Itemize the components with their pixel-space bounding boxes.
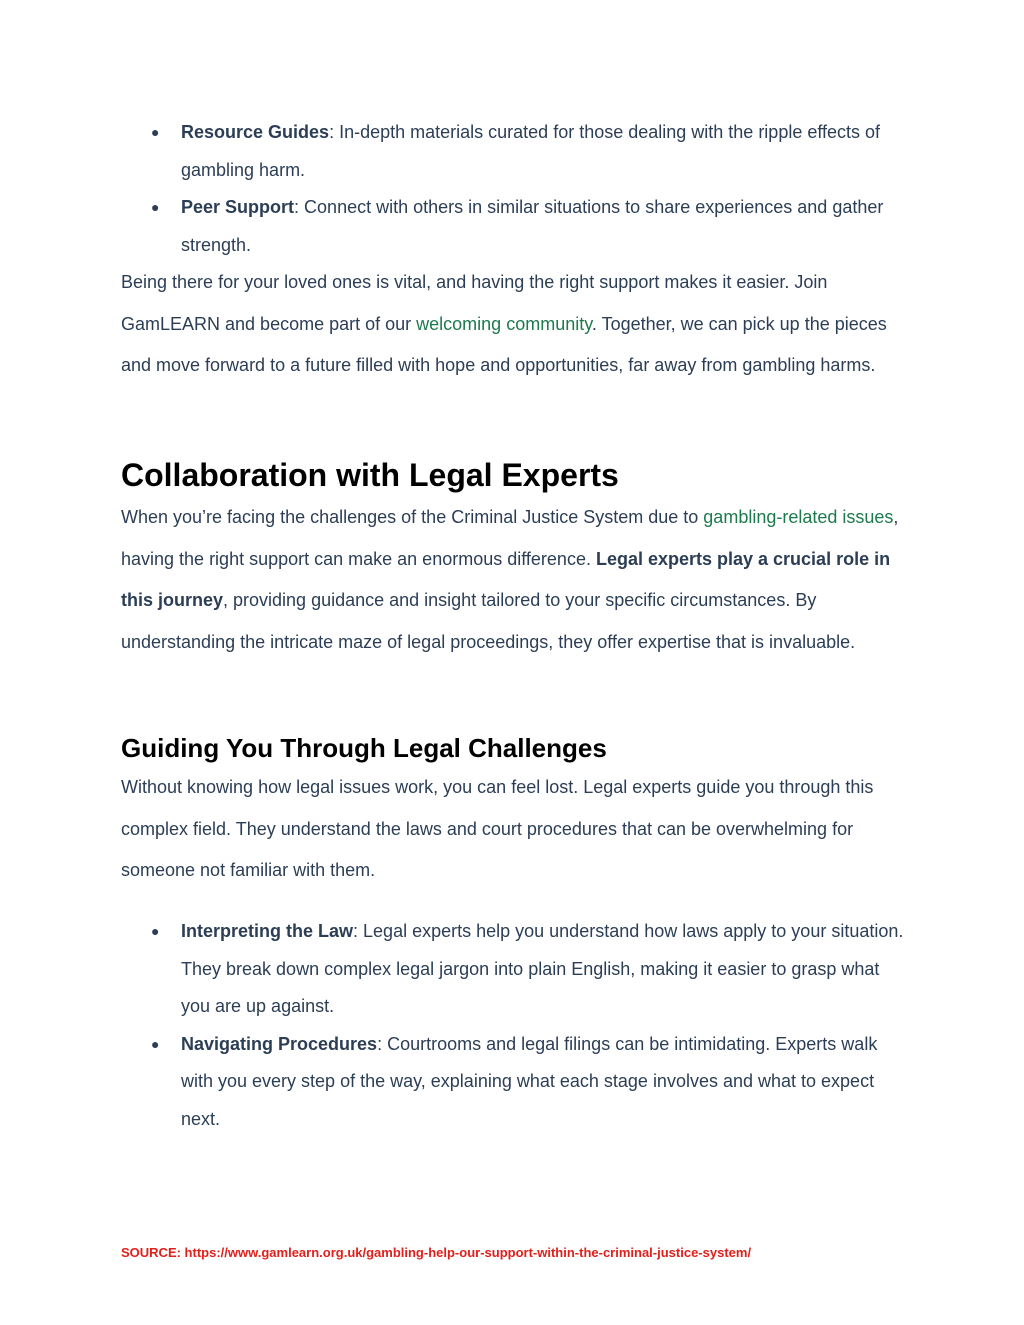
list-item: ● Resource Guides: In-depth materials curated for those dealing with the ripple effects of gambling harm. (121, 114, 911, 189)
gambling-related-issues-link[interactable]: gambling-related issues (703, 507, 894, 527)
source-link[interactable]: SOURCE: https://www.gamlearn.org.uk/gambling-help-our-support-within-the-criminal-justice-system/ (121, 1245, 752, 1260)
list-item-desc: Courtrooms and legal filings can be intimidating. Experts walk with you every step of the way, explaining what each stage involves and what to expect next. (181, 1033, 878, 1129)
support-list (121, 114, 911, 264)
paragraph-legal-experts: When you’re facing the challenges of the Criminal Justice System due to gambling-related issues, having the right support can make an enormous difference. Legal experts play a crucial role in this journey, providing guidance and insight tailored to your specific circumstances. By understanding the intricate maze of legal proceedings, they offer expertise that is invaluable. (121, 507, 899, 652)
bullet-icon: ● (151, 199, 160, 215)
heading-legal-experts: Collaboration with Legal Experts (121, 457, 619, 493)
bold-phrase: Legal experts play a crucial role in this journey (121, 548, 891, 610)
list-item-desc: In-depth materials curated for those dealing with the ripple effects of gambling harm. (181, 122, 881, 180)
list-item-desc: Legal experts help you understand how laws apply to your situation. They break down complex legal jargon into plain English, making it easier to grasp what you are up against. (181, 921, 904, 1016)
list-item: ● Peer Support: Connect with others in similar situations to share experiences and gather strength. (121, 189, 911, 264)
list-item-desc: Connect with others in similar situations to share experiences and gather strength. (181, 197, 884, 255)
list-item-term: Peer Support (181, 197, 295, 217)
bullet-icon: ● (151, 124, 160, 140)
list-item-term: Interpreting the Law (181, 921, 354, 941)
list-item: ● Navigating Procedures: Courtrooms and legal filings can be intimidating. Experts walk with you every step of the way, explaining what each stage involves and what to expect next. (121, 1026, 911, 1139)
paragraph-community: Being there for your loved ones is vital, and having the right support makes it easier. Join GamLEARN and become part of our welcoming community. Together, we can pick up the pieces and move forward to a future filled with hope and opportunities, far away from gambling harms. (121, 272, 887, 375)
bullet-icon: ● (151, 1035, 160, 1052)
legal-list (121, 913, 911, 1138)
bullet-icon: ● (151, 923, 160, 939)
heading-guiding: Guiding You Through Legal Challenges (121, 733, 607, 763)
list-item-term: Resource Guides (181, 122, 330, 142)
list-item: ● Interpreting the Law: Legal experts help you understand how laws apply to your situation. They break down complex legal jargon into plain English, making it easier to grasp what you are up against. (121, 913, 911, 1026)
paragraph-guiding: Without knowing how legal issues work, you can feel lost. Legal experts guide you through this complex field. They understand the laws and court procedures that can be overwhelming for someone not familiar with them. (121, 777, 874, 880)
list-item-term: Navigating Procedures (181, 1033, 378, 1054)
welcoming-community-link[interactable]: welcoming community (416, 313, 592, 334)
